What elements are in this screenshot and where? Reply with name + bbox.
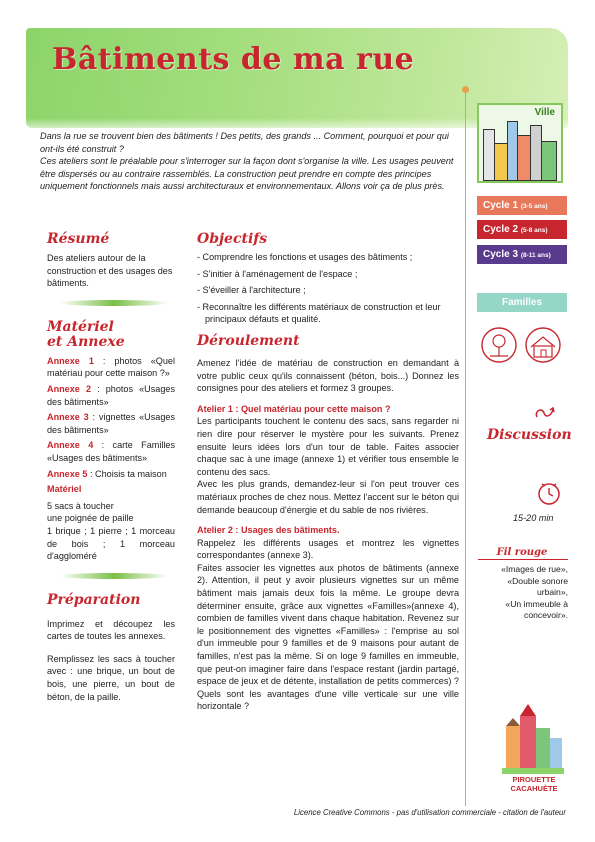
resume-text: Des ateliers autour de la construction et des usages des bâtiments.	[47, 253, 173, 289]
annex-desc: : carte Familles «Usages des bâtiments»	[47, 440, 175, 463]
building-icon	[494, 143, 508, 181]
objectifs-title: Objectifs	[197, 231, 268, 247]
house-icon	[526, 328, 560, 362]
cycle-label: Cycle 2	[483, 224, 519, 235]
clock-icon	[537, 480, 561, 506]
building-icon	[541, 141, 557, 181]
annex-item	[47, 439, 175, 464]
cycle-ages: (8-11 ans)	[520, 252, 551, 259]
intro-text	[40, 130, 460, 193]
cycle-2-badge	[477, 220, 567, 239]
annex-item	[47, 383, 175, 408]
annex-desc: : Choisis ta maison	[87, 468, 167, 479]
location-icons	[481, 325, 567, 365]
fil-rouge-underline	[478, 559, 568, 560]
leaf-separator	[59, 573, 169, 579]
objectif-item: - S'éveiller à l'architecture ;	[197, 285, 306, 296]
materiel-annexe-title	[47, 320, 175, 350]
annex-desc: : photos «Usages des bâtiments»	[47, 383, 175, 407]
annex-desc: : vignettes «Usages des bâtiments»	[47, 412, 175, 435]
fil-rouge-item: «Un immeuble à concevoir».	[505, 598, 568, 620]
preparation-text	[47, 618, 175, 704]
fil-rouge-title: Fil rouge	[496, 547, 548, 558]
annex-item	[47, 411, 175, 436]
annex-desc: : photos «Quel matériau pour cette maison ?»	[47, 355, 175, 379]
annex-label: Annexe 1	[47, 355, 94, 366]
cycle-ages: (5-8 ans)	[520, 227, 548, 234]
annex-label: Annexe 4	[47, 440, 94, 451]
ville-label: Ville	[534, 107, 555, 118]
ville-illustration	[477, 103, 563, 183]
swirl-arrow-icon	[534, 405, 556, 421]
page-title: Bâtiments de ma rue	[52, 42, 415, 77]
atelier-1-text-2: Avec les plus grands, demandez-leur si l'on peut trouver ces matériaux proches de chez nous. Mettez l'accent sur le béton qui demande beaucoup d'énergie et du sable de nos rivières.	[197, 479, 459, 515]
fil-rouge-list	[478, 564, 568, 622]
resume-title: Résumé	[47, 231, 110, 247]
discussion-title: Discussion	[487, 427, 572, 443]
materiel-title-line: Matériel	[47, 318, 114, 335]
cycle-label: Cycle 1	[483, 200, 519, 211]
duration-text: 15-20 min	[513, 513, 554, 523]
annex-label: Annexe 3	[47, 412, 89, 423]
cycle-ages: (3-5 ans)	[520, 203, 548, 210]
materiel-item: 1 brique ; 1 pierre ; 1 morceau de bois ; 1 morceau d'aggloméré	[47, 525, 175, 562]
license-footer: Licence Creative Commons - pas d'utilisation commerciale - citation de l'auteur	[293, 808, 566, 817]
fil-rouge-item: «Images de rue»,	[501, 564, 568, 574]
building-icon	[517, 135, 531, 181]
main-column	[197, 232, 459, 713]
deroulement-intro: Amenez l'idée de matériau de construction en demandant à votre public ceux qu'ils connaissent (béton, bois...) Donnez les consignes pour des ateliers et formez 3 groupes.	[197, 357, 459, 394]
materiel-list	[47, 500, 175, 563]
intro-paragraph: Ces ateliers sont le préalable pour s'interroger sur la façon dont s'organise la ville. Les usages peuvent être dispersés ou au contraire rassemblés. La construction peut prendre en compte des principes uniquement fonctionnels mais aussi architecturaux et environnementaux. Allons voir ça de plus près.	[40, 156, 454, 192]
annex-item	[47, 468, 175, 481]
atelier-2-text-2: Faites associer les vignettes aux photos de bâtiments (annexe 2). Attention, il peut y avoir plusieurs vignettes sur un même bâtiment mais jamais deux fois la même. Le groupe devra déterminer ensuite, grâce aux vignettes «Familles»(annexe 4), combien de familles vivent dans chaque habitation. Revenez sur le positionnement des vignettes «Familles» : l'emprise au sol d'un immeuble pour 9 familles et de 9 maisons pour autant de familles, n'est pas la même. Si on loge 9 familles en immeuble, que peut-on imaginer faire dans l'espace restant (jardin partagé, espace de jeux et de détente, installation de petits commerces) ? Quels sont les avantages d'une ville verticale sur une ville horizontale ?	[197, 562, 459, 712]
preparation-title: Préparation	[47, 591, 141, 608]
preparation-section	[47, 593, 175, 704]
preparation-paragraph: Imprimez et découpez les cartes de toutes les annexes.	[47, 618, 175, 642]
logo-text-line: PIROUETTE	[512, 775, 556, 784]
annex-label: Annexe 2	[47, 383, 91, 394]
materiel-item: 5 sacs à toucher	[47, 500, 114, 511]
logo-text	[494, 775, 574, 793]
deroulement-title: Déroulement	[197, 332, 300, 349]
objectifs-list	[197, 251, 459, 326]
intro-paragraph: Dans la rue se trouvent bien des bâtiments ! Des petits, des grands ... Comment, pourquoi et pour qui ont-ils été construit ?	[40, 131, 449, 154]
objectif-item: - Comprendre les fonctions et usages des bâtiments ;	[197, 252, 413, 262]
cycle-1-badge	[477, 196, 567, 215]
familles-badge: Familles	[477, 293, 567, 312]
materiel-item: une poignée de paille	[47, 513, 134, 524]
atelier-2-title: Atelier 2 : Usages des bâtiments.	[197, 525, 340, 536]
objectif-item: - S'initier à l'aménagement de l'espace ;	[197, 268, 358, 279]
annex-item	[47, 355, 175, 380]
objectif-item: - Reconnaître les différents matériaux de construction et leur principaux défauts et qualité.	[197, 301, 441, 325]
annex-label: Annexe 5	[47, 468, 88, 479]
sidebar-divider	[465, 86, 466, 806]
annex-list	[47, 355, 175, 480]
fil-rouge-item: «Double sonore urbain»,	[507, 575, 568, 597]
preparation-paragraph: Remplissez les sacs à toucher avec : une brique, un bout de bois, une pierre, un bout de béton, de la paille.	[47, 653, 175, 702]
cycle-label: Cycle 3	[483, 249, 519, 260]
leaf-separator	[59, 300, 169, 306]
atelier-2-text: Rappelez les différents usages et montrez les vignettes correspondantes (annexe 3).	[197, 537, 459, 561]
atelier-1-title: Atelier 1 : Quel matériau pour cette maison ?	[197, 403, 391, 414]
materiel-subtitle: Matériel	[47, 484, 82, 495]
annexe-title-line: et Annexe	[47, 333, 125, 350]
left-column	[47, 232, 175, 703]
atelier-1-text: Les participants touchent le contenu des sacs, sans regarder ni rien dire pour réserver le mystère pour les suivants. Prenez ensuite leurs idées lors d'un tour de table. Faites associer chaque sac à une image (annexe 1) et vérifier tous ensemble le contenu des sacs.	[197, 416, 459, 477]
logo-text-line: CACAHUÈTE	[510, 784, 558, 793]
tree-icon	[482, 328, 516, 362]
cycle-3-badge	[477, 245, 567, 264]
